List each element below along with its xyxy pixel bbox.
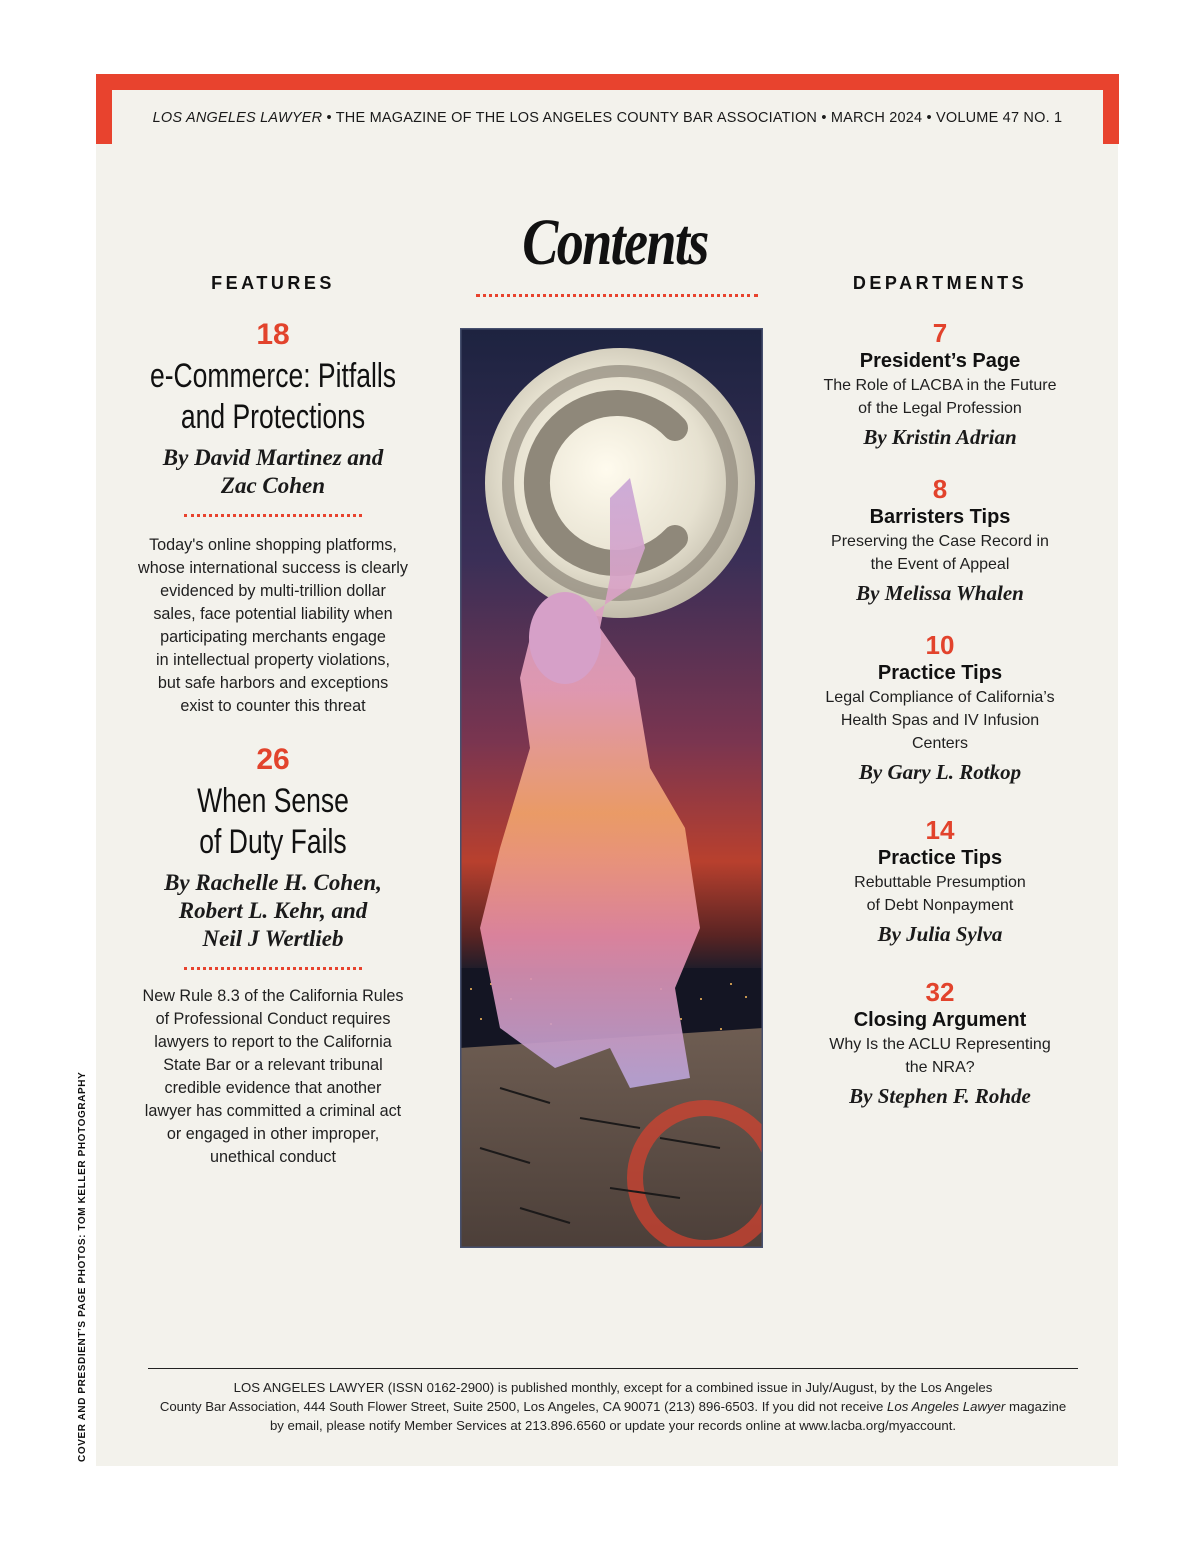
feature-title-line: of Duty Fails — [199, 823, 347, 861]
feature-description — [130, 534, 416, 718]
department-byline: By Stephen F. Rohde — [849, 1084, 1031, 1108]
department-subtitle — [810, 1033, 1070, 1079]
desc-line: whose international success is clearly — [138, 559, 408, 577]
subtitle-line: of Debt Nonpayment — [866, 897, 1014, 914]
subtitle-line: Rebuttable Presumption — [854, 874, 1026, 891]
department-byline: By Kristin Adrian — [863, 425, 1017, 449]
red-frame-right — [1103, 74, 1119, 144]
title-dotted-rule — [476, 294, 758, 297]
masthead — [96, 110, 1119, 126]
desc-line: of Professional Conduct requires — [155, 1010, 391, 1028]
desc-line: lawyers to report to the California — [154, 1033, 392, 1051]
departments-heading: DEPARTMENTS — [852, 273, 1028, 293]
desc-line: New Rule 8.3 of the California Rules — [142, 987, 404, 1005]
byline-line: Robert L. Kehr, and — [178, 898, 368, 923]
department-item[interactable] — [810, 977, 1070, 1111]
feature-byline — [130, 444, 416, 500]
desc-line: credible evidence that another — [164, 1079, 382, 1097]
desc-line: sales, face potential liability when — [153, 605, 393, 623]
figure-head — [529, 592, 601, 684]
desc-line: unethical conduct — [210, 1148, 336, 1166]
department-byline: By Melissa Whalen — [856, 581, 1024, 605]
feature-page-number: 26 — [256, 743, 290, 776]
subtitle-line: The Role of LACBA in the Future — [823, 377, 1057, 394]
masthead-publication: LOS ANGELES LAWYER — [152, 110, 323, 126]
department-subtitle — [810, 686, 1070, 755]
feature-title[interactable] — [130, 356, 415, 438]
department-page-number: 8 — [932, 474, 948, 504]
desc-line: evidenced by multi-trillion dollar — [160, 582, 386, 600]
byline-line: By David Martinez and — [162, 445, 384, 470]
desc-line: exist to counter this threat — [180, 697, 366, 715]
feature-description — [130, 985, 416, 1169]
desc-line: lawyer has committed a criminal act — [144, 1102, 402, 1120]
department-subtitle — [810, 530, 1070, 576]
feature-byline — [130, 869, 416, 953]
feature-dotted-rule — [184, 967, 362, 970]
department-page-number: 7 — [932, 318, 948, 348]
subtitle-line: the Event of Appeal — [870, 556, 1010, 573]
desc-line: Today's online shopping platforms, — [149, 536, 397, 554]
department-item[interactable] — [810, 815, 1070, 949]
subtitle-line: of the Legal Profession — [858, 400, 1022, 417]
desc-line: participating merchants engage — [160, 628, 386, 646]
byline-line: By Rachelle H. Cohen, — [164, 870, 382, 895]
feature-item[interactable] — [130, 318, 416, 718]
department-page-number: 14 — [925, 815, 955, 845]
department-byline: By Gary L. Rotkop — [858, 760, 1022, 784]
department-heading[interactable]: President’s Page — [859, 350, 1021, 372]
desc-line: in intellectual property violations, — [156, 651, 390, 669]
department-heading[interactable]: Practice Tips — [877, 662, 1003, 684]
footer-text: County Bar Association, 444 South Flower Street, Suite 2500, Los Angeles, CA 90071 (213) 896-6503. If you did not receive — [159, 1399, 888, 1414]
footer-text: magazine — [1005, 1399, 1067, 1414]
subtitle-line: Health Spas and IV Infusion — [840, 712, 1040, 729]
red-frame-top — [96, 74, 1119, 90]
department-item[interactable] — [810, 318, 1070, 452]
department-page-number: 32 — [925, 977, 955, 1007]
desc-line: or engaged in other improper, — [166, 1125, 380, 1143]
feature-title[interactable] — [130, 781, 415, 863]
red-frame-left — [96, 74, 112, 144]
department-item[interactable] — [810, 630, 1070, 787]
cover-illustration — [460, 328, 763, 1248]
footer-italic-title: Los Angeles Lawyer — [887, 1399, 1006, 1414]
contents-title: Contents — [522, 206, 708, 279]
footer-line: by email, please notify Member Services at 213.896.6560 or update your records online at www.lacba.org/myaccount. — [269, 1418, 957, 1433]
subtitle-line: the NRA? — [905, 1059, 975, 1076]
feature-title-line: When Sense — [197, 782, 349, 820]
department-heading[interactable]: Barristers Tips — [869, 506, 1011, 528]
subtitle-line: Why Is the ACLU Representing — [829, 1036, 1051, 1053]
department-page-number: 10 — [925, 630, 955, 660]
desc-line: State Bar or a relevant tribunal — [163, 1056, 383, 1074]
masthead-details: • THE MAGAZINE OF THE LOS ANGELES COUNTY BAR ASSOCIATION • MARCH 2024 • VOLUME 47 NO. 1 — [322, 110, 1063, 126]
hillside — [460, 1028, 763, 1248]
department-subtitle — [810, 871, 1070, 917]
feature-title-line: and Protections — [180, 398, 366, 436]
feature-title-line: e-Commerce: Pitfalls — [149, 357, 397, 395]
department-subtitle — [810, 374, 1070, 420]
feature-item[interactable] — [130, 743, 416, 1169]
publication-footer — [140, 1378, 1086, 1435]
feature-dotted-rule — [184, 514, 362, 517]
feature-page-number: 18 — [256, 318, 290, 351]
department-heading[interactable]: Closing Argument — [853, 1009, 1027, 1031]
footer-line — [140, 1397, 1086, 1416]
department-item[interactable] — [810, 474, 1070, 608]
footer-line: LOS ANGELES LAWYER (ISSN 0162-2900) is published monthly, except for a combined issue in July/August, by the Los Angeles — [233, 1380, 993, 1395]
subtitle-line: Preserving the Case Record in — [831, 533, 1049, 550]
byline-line: Zac Cohen — [220, 473, 326, 498]
subtitle-line: Legal Compliance of California’s — [825, 689, 1055, 706]
department-heading[interactable]: Practice Tips — [877, 847, 1003, 869]
photo-credit: COVER AND PRESDIENT’S PAGE PHOTOS: TOM KELLER PHOTOGRAPHY — [77, 1071, 88, 1462]
features-heading: FEATURES — [211, 273, 335, 293]
byline-line: Neil J Wertlieb — [202, 926, 344, 951]
subtitle-line: Centers — [911, 735, 969, 752]
department-byline: By Julia Sylva — [877, 922, 1003, 946]
footer-rule — [148, 1368, 1078, 1369]
desc-line: but safe harbors and exceptions — [157, 674, 389, 692]
